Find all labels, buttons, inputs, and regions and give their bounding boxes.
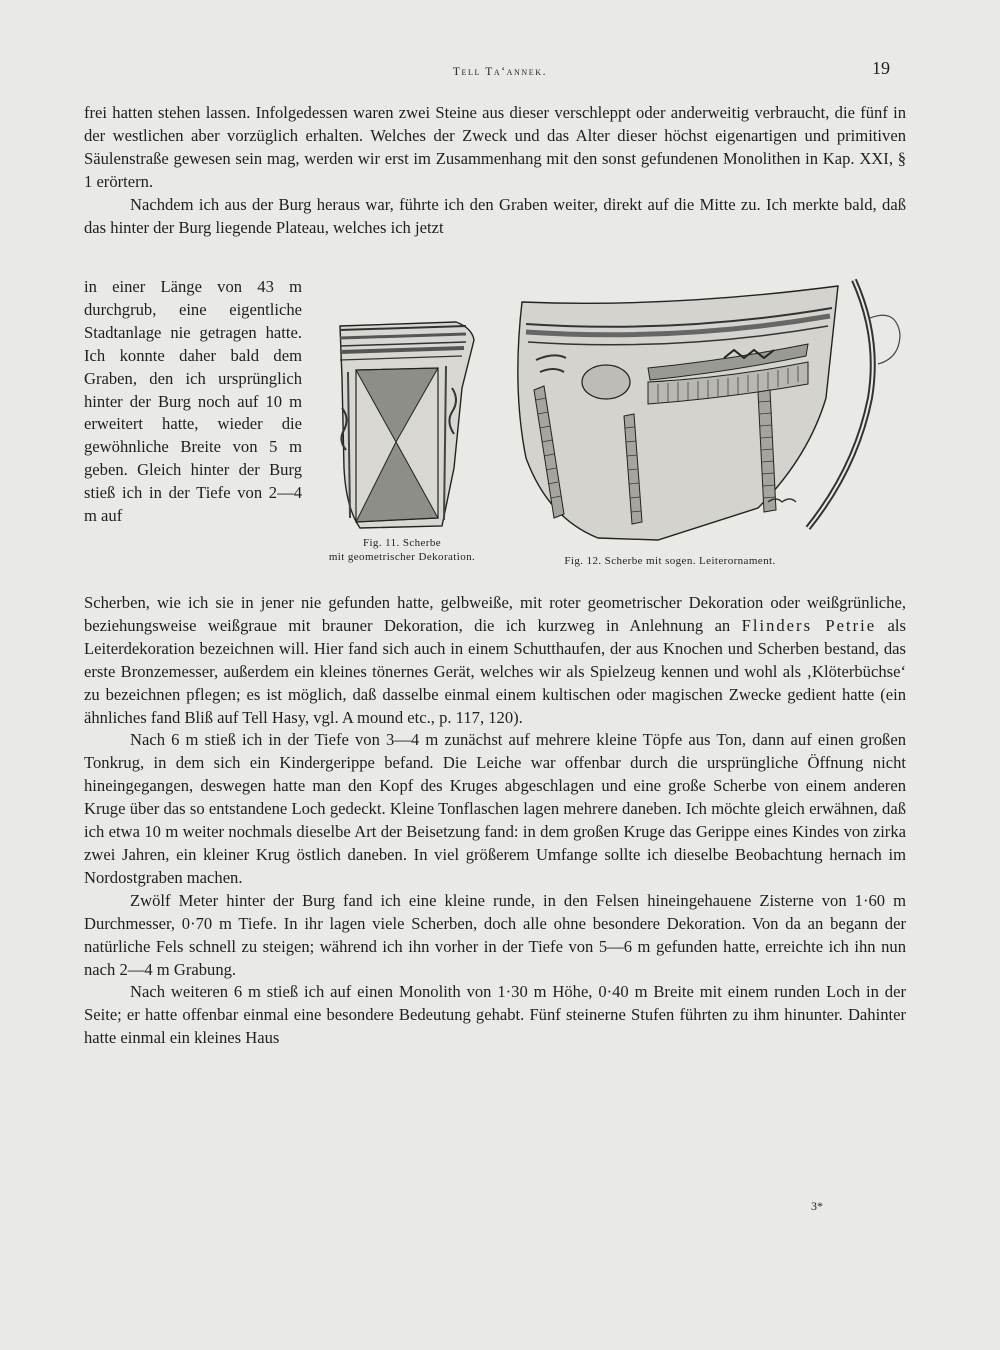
wrapped-paragraph: in einer Länge von 43 m durchgrub, eine eigentliche Stadtanlage nie getragen hatte. Ich konnte daher bald dem Graben, den ich ursprünglich hinter der Burg noch auf 10 m erweitert hatte, wieder die gewöhnliche Breite von 5 m geben. Gleich hinter der Burg stieß ich in der Tiefe von 2—4 m auf	[84, 277, 302, 526]
paragraph-6: Nach weiteren 6 m stieß ich auf einen Monolith von 1·30 m Höhe, 0·40 m Breite mit einem runden Loch in der Seite; er hatte offenbar einmal eine besondere Bedeutung gehabt. Fünf steinerne Stufen führten zu ihm hinunter. Dahinter hatte einmal ein kleines Haus	[84, 982, 906, 1048]
sheet-signature: 3*	[811, 1199, 823, 1213]
figure-12-caption: Fig. 12. Scherbe mit sogen. Leiterornament.	[564, 555, 776, 567]
paragraph-1: frei hatten stehen lassen. Infolgedessen waren zwei Steine aus dieser verschleppt oder anderweitig verbraucht, die fünf in der westlichen aber vorzüglich erhalten. Welches der Zweck und das Alter dieser höchst eigenartigen und primitiven Säulenstraße gewesen sein mag, werden wir erst im Zusammenhang mit den sonst gefundenen Monolithen in Kap. XXI, § 1 erörtern.	[84, 103, 906, 191]
figure-11-image	[334, 318, 484, 533]
figure-12-image	[508, 278, 904, 550]
wrapped-text-column	[84, 276, 302, 528]
paragraph-2: Nachdem ich aus der Burg heraus war, führte ich den Graben weiter, direkt auf die Mitte zu. Ich merkte bald, daß das hinter der Burg liegende Plateau, welches ich jetzt	[84, 194, 906, 237]
page-number: 19	[872, 58, 890, 78]
cited-name: Flinders Petrie	[741, 615, 877, 635]
figure-12-sherd-ladder-ornament	[508, 278, 904, 550]
paragraph-3-part-a: Scherben, wie ich sie in jener nie gefunden hatte, gelbweiße, mit roter geometrischer Dekoration oder weißgrünliche, beziehungsweise weißgraue mit brauner Dekoration, die ich kurzweg in Anlehnung an	[84, 593, 906, 635]
figure-11-caption-line-2: mit geometrischer Dekoration.	[328, 551, 476, 563]
figure-11-sherd-geometric	[334, 318, 484, 533]
figure-11-caption-line-1: Fig. 11. Scherbe	[362, 537, 442, 549]
paragraph-3	[84, 592, 906, 729]
top-text-block	[84, 102, 906, 239]
figure-11-caption	[312, 536, 492, 564]
running-head: Tell Ta‘annek.	[452, 66, 548, 78]
bottom-text-block	[84, 592, 906, 1050]
paragraph-5: Zwölf Meter hinter der Burg fand ich eine kleine runde, in den Felsen hineingehauene Zisterne von 1·60 m Durchmesser, 0·70 m Tiefe. In ihr lagen viele Scherben, doch alle ohne besondere Dekoration. Von da an begann der natürliche Fels schnell zu steigen; während ich ihn vorher in der Tiefe von 5—6 m gefunden hatte, erreichte ich ihn nun nach 2—4 m Grabung.	[84, 890, 906, 979]
paragraph-3-part-b: als Leiterdekoration bezeichnen will. Hier fand sich auch in einem Schutthaufen, der aus Knochen und Scherben bestand, das erste Bronzemesser, außerdem ein kleines tönernes Gerät, welches wir als Spielzeug kennen und wohl als ‚Klöterbüchse‘ zu bezeichnen pflegen; es ist möglich, daß dasselbe einmal einem kultischen oder magischen Zwecke gedient hatte (ein ähnliches fand Bliß auf Tell Hasy, vgl. A mound etc., p. 117, 120).	[84, 615, 906, 727]
paragraph-4: Nach 6 m stieß ich in der Tiefe von 3—4 m zunächst auf mehrere kleine Töpfe aus Ton, dann auf einen großen Tonkrug, in dem sich ein Kindergerippe befand. Die Leiche war offenbar durch die ursprüngliche Öffnung nicht hineingegangen, deswegen hatte man den Kopf des Kruges abgeschlagen und eine große Scherbe von einem anderen Kruge über das so entstandene Loch gedeckt. Kleine Tonflaschen lagen mehrere daneben. Ich möchte gleich erwähnen, daß ich etwa 10 m weiter nochmals dieselbe Art der Beisetzung fand: in dem großen Kruge das Gerippe eines Kindes von zirka zwei Jahren, ein kleiner Krug östlich daneben. In viel größerem Umfange sollte ich dieselbe Beobachtung hernach im Nordostgraben machen.	[84, 730, 906, 887]
